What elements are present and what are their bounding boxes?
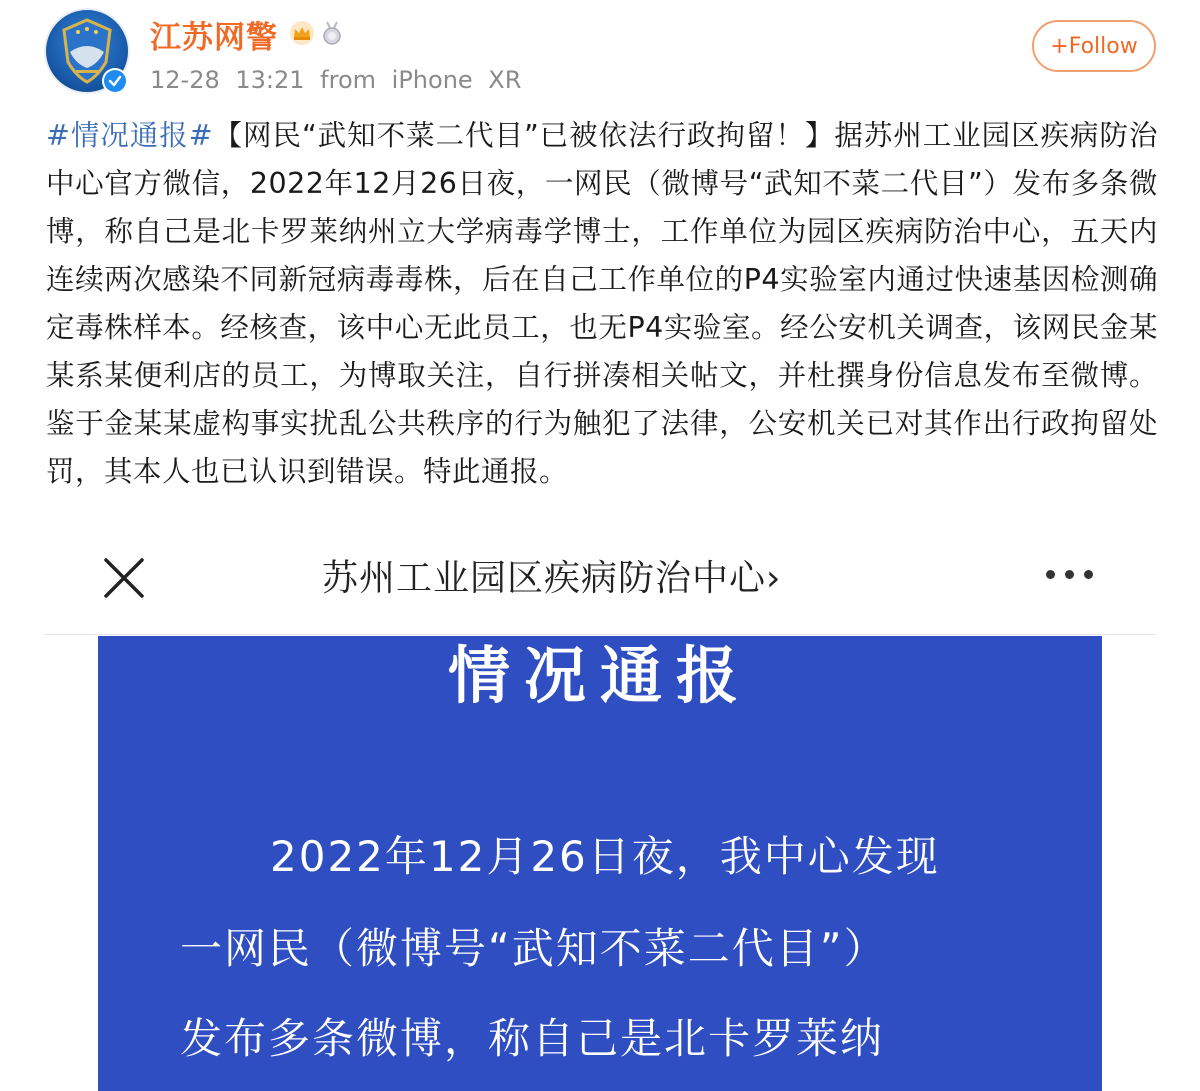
post-meta: [150, 66, 521, 94]
post-timestamp: 12-28 13:21: [150, 66, 305, 94]
username[interactable]: 江苏网警: [150, 20, 278, 56]
post-text: 【网民“武知不菜二代目”已被依法行政拘留！】据苏州工业园区疾病防治中心官方微信，2022年12月26日夜，一网民（微博号“武知不菜二代目”）发布多条微博，称自己是北卡罗莱纳州立大学病毒学博士，工作单位为园区疾病防治中心，五天内连续两次感染不同新冠病毒毒株，后在自己工作单位的P4实验室内通过快速基因检测确定毒株样本。经核查，该中心无此员工，也无P4实验室。经公安机关调查，该网民金某某系某便利店的员工，为博取关注，自行拼凑相关帖文，并杜撰身份信息发布至微博。鉴于金某某虚构事实扰乱公共秩序的行为触犯了法律，公安机关已对其作出行政拘留处罚，其本人也已认识到错误。特此通报。: [46, 119, 1158, 488]
wechat-account-name: 苏州工业园区疾病防治中心: [322, 558, 767, 599]
more-dots-icon[interactable]: [1046, 570, 1093, 579]
user-badges: [288, 20, 344, 46]
notice-line: 2022年12月26日夜，我中心发现: [270, 832, 940, 881]
notice-title: 情况通报: [447, 639, 752, 712]
notice-image: [98, 636, 1102, 1091]
wechat-article-bar: [0, 540, 1200, 634]
hashtag-link[interactable]: #情况通报#: [46, 119, 214, 152]
post-header: [0, 0, 1200, 110]
verified-check-icon: [102, 68, 128, 94]
follow-button[interactable]: +Follow: [1032, 20, 1156, 72]
chevron-right-icon: ›: [766, 558, 782, 599]
post-body: [46, 112, 1158, 496]
notice-line: 发布多条微博，称自己是北卡罗莱纳: [180, 1014, 885, 1063]
notice-line: 一网民（微博号“武知不菜二代目”）: [180, 924, 888, 973]
crown-icon: [288, 20, 316, 46]
close-icon[interactable]: [100, 554, 148, 602]
medal-icon: [320, 20, 344, 46]
wechat-account-title[interactable]: [322, 550, 781, 601]
divider: [44, 634, 1156, 635]
post-source: from iPhone XR: [320, 66, 522, 94]
